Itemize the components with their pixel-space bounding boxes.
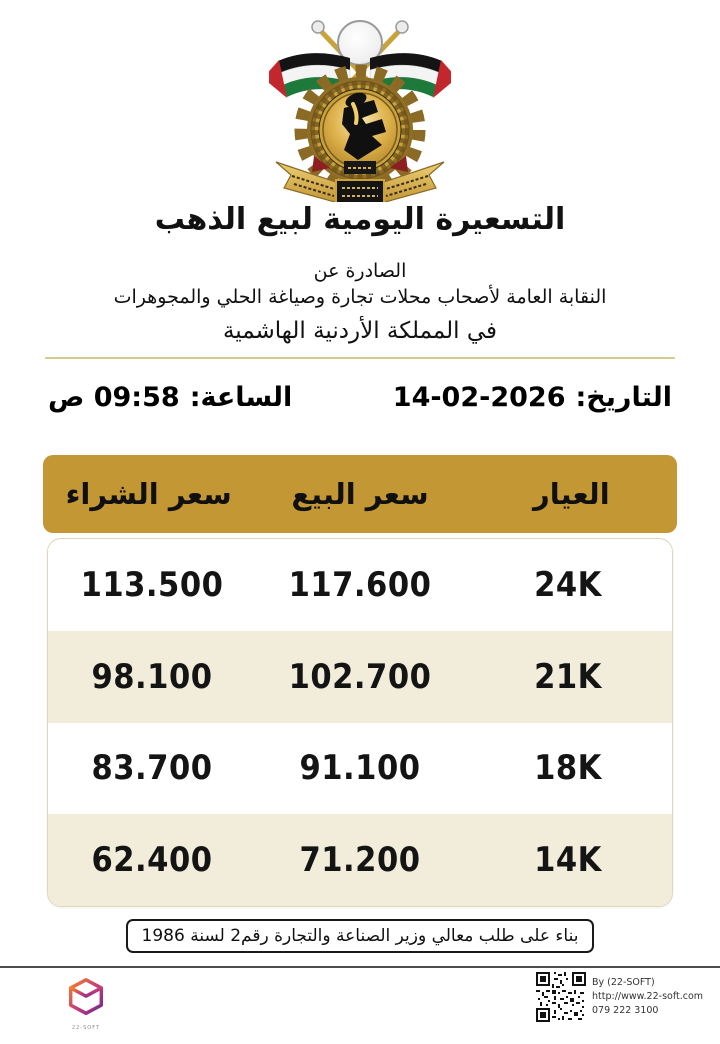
buy-price-value: 62.400 [91, 840, 213, 881]
table-row [48, 723, 672, 815]
time-field [48, 382, 292, 413]
kingdom-line: في المملكة الأردنية الهاشمية [222, 318, 498, 344]
table-row [48, 539, 672, 631]
time-value: 09:58 ص [48, 382, 180, 413]
vendor-credit-text [592, 972, 703, 1017]
qr-code [536, 972, 586, 1022]
buy-price-value: 98.100 [91, 656, 213, 697]
table-row [48, 814, 672, 906]
vendor-by-line: By (22-SOFT) [592, 977, 655, 988]
gold-divider [45, 357, 675, 359]
sell-price-value: 102.700 [288, 656, 432, 697]
header-buy-price: سعر الشراء [65, 477, 232, 511]
karat-value: 21K [534, 656, 602, 697]
sell-price-value: 91.100 [299, 748, 421, 789]
date-value: 14-02-2026 [392, 382, 566, 413]
header-karat: العيار [533, 477, 610, 511]
buy-price-value: 113.500 [80, 564, 224, 605]
syndicate-emblem-logo [269, 12, 451, 202]
sell-price-value: 71.200 [299, 840, 421, 881]
sell-price-value: 117.600 [288, 564, 432, 605]
karat-value: 24K [534, 564, 602, 605]
legal-note: بناء على طلب معالي وزير الصناعة والتجارة رقم2 لسنة 1986 [126, 919, 595, 953]
date-field [393, 382, 672, 413]
vendor-phone: 079 222 3100 [592, 1004, 659, 1016]
price-table-body [47, 538, 673, 907]
vendor-credit-block [536, 972, 712, 1022]
karat-value: 18K [534, 748, 602, 789]
issued-by-line: الصادرة عن [313, 260, 407, 282]
vendor-logo-caption: 22-SOFT [71, 1025, 101, 1031]
date-time-row [48, 382, 672, 413]
header-sell-price: سعر البيع [291, 477, 429, 511]
cube-logo-icon [64, 976, 108, 1020]
time-label: الساعة: [189, 382, 293, 413]
karat-value: 14K [534, 840, 602, 881]
table-row [48, 631, 672, 723]
page-title: التسعيرة اليومية لبيع الذهب [154, 202, 566, 237]
footer-divider [0, 966, 720, 968]
vendor-logo-block [56, 976, 116, 1031]
price-table-header [43, 455, 677, 533]
buy-price-value: 83.700 [91, 748, 213, 789]
legal-note-wrap [0, 919, 720, 953]
syndicate-name-line: النقابة العامة لأصحاب محلات تجارة وصياغة الحلي والمجوهرات [113, 286, 607, 308]
vendor-url: http://www.22-soft.com [592, 990, 704, 1002]
date-label: التاريخ: [575, 382, 672, 413]
